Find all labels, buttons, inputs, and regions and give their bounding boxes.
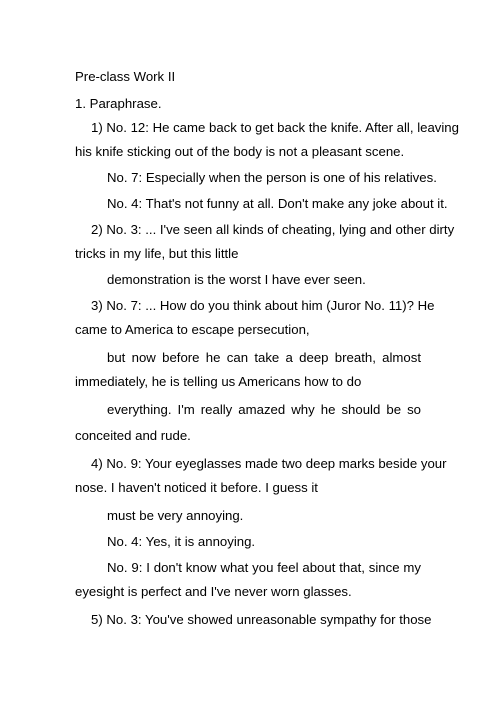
paragraph-line: conceited and rude. [75, 428, 191, 443]
paragraph-line: his knife sticking out of the body is not a pleasant scene. [75, 144, 405, 159]
dialogue-line: No. 4: Yes, it is annoying. [107, 534, 256, 549]
section-heading: 1. Paraphrase. [75, 96, 162, 111]
paragraph-line: came to America to escape persecution, [75, 322, 310, 337]
dialogue-line: No. 7: Especially when the person is one of his relatives. [107, 170, 437, 185]
document-title: Pre-class Work II [75, 69, 176, 84]
paragraph-line: demonstration is the worst I have ever seen. [107, 272, 366, 287]
paragraph-line: nose. I haven't noticed it before. I guess it [75, 480, 318, 495]
paragraph-line: immediately, he is telling us Americans how to do [75, 374, 362, 389]
paragraph-line: eyesight is perfect and I've never worn glasses. [75, 584, 352, 599]
paragraph-line: tricks in my life, but this little [75, 246, 239, 261]
paragraph-line: 3) No. 7: ... How do you think about him (Juror No. 11)? He [91, 298, 435, 313]
paragraph-line: No. 9: I don't know what you feel about that, since my [107, 560, 421, 575]
paragraph-line: but now before he can take a deep breath, almost [107, 350, 421, 365]
paragraph-line: everything. I'm really amazed why he should be so [107, 402, 421, 417]
paragraph-line: 5) No. 3: You've showed unreasonable sympathy for those [91, 612, 432, 627]
paragraph-line: 2) No. 3: ... I've seen all kinds of cheating, lying and other dirty [91, 222, 455, 237]
paragraph-line: must be very annoying. [107, 508, 244, 523]
paragraph-line: 4) No. 9: Your eyeglasses made two deep marks beside your [91, 456, 447, 471]
dialogue-line: No. 4: That's not funny at all. Don't make any joke about it. [107, 196, 448, 211]
paragraph-line: 1) No. 12: He came back to get back the knife. After all, leaving [91, 120, 459, 135]
